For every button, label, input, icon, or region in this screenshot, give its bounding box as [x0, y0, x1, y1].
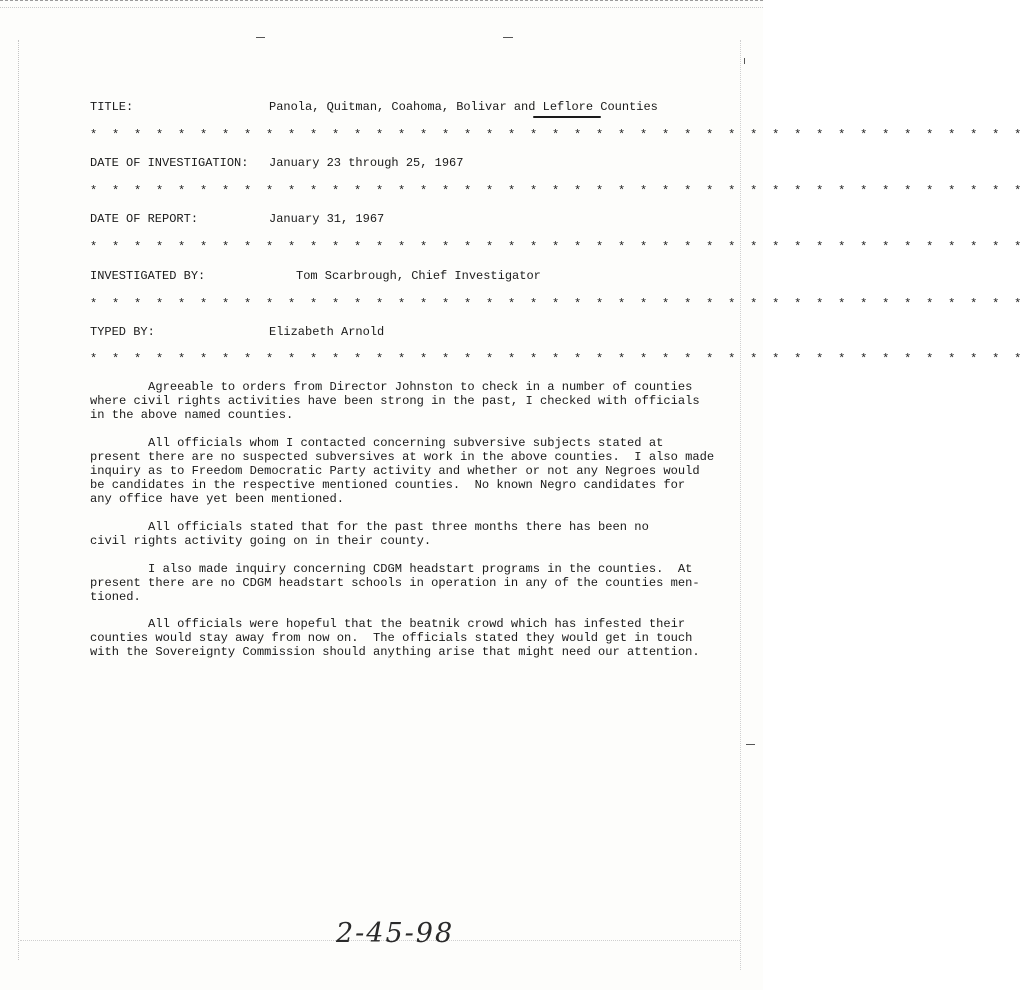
body-paragraph: All officials were hopeful that the beatnik crowd which has infested their counties would stay away from now on. The officials stated they would get in touch with the Sovereignty Commission should anything arise that might need our attention. [90, 617, 700, 659]
scan-speck [746, 744, 755, 745]
body-paragraph: All officials stated that for the past three months there has been no civil rights activity going on in their county. [90, 520, 649, 548]
body-paragraph: Agreeable to orders from Director Johnston to check in a number of counties where civil rights activities have been strong in the past, I checked with officials in the above named counties. [90, 380, 700, 422]
handwritten-underline [533, 116, 601, 118]
separator-line: * * * * * * * * * * * * * * * * * * * * * * * * * * * * * * * * * * * * * * * * * * * [90, 297, 1025, 311]
title-label: TITLE: [90, 100, 134, 114]
scan-left-edge [18, 40, 19, 960]
scan-top-edge [0, 0, 763, 8]
separator-line: * * * * * * * * * * * * * * * * * * * * * * * * * * * * * * * * * * * * * * * * * * * [90, 352, 1025, 366]
separator-line: * * * * * * * * * * * * * * * * * * * * * * * * * * * * * * * * * * * * * * * * * * * [90, 184, 1025, 198]
investigated-by-label: INVESTIGATED BY: [90, 269, 206, 283]
scan-speck [256, 37, 265, 38]
separator-line: * * * * * * * * * * * * * * * * * * * * * * * * * * * * * * * * * * * * * * * * * * * [90, 128, 1025, 142]
date-of-investigation-label: DATE OF INVESTIGATION: [90, 156, 249, 170]
scan-speck [744, 58, 745, 64]
handwritten-file-number: 2-45-98 [336, 918, 455, 949]
body-paragraph: All officials whom I contacted concerning subversive subjects stated at present there are no suspected subversives at work in the above counties. I also made inquiry as to Freedom Democratic Party activity and whether or not any Negroes would be candidates in the respective mentioned counties. No known Negro candidates for any office have yet been mentioned. [90, 436, 715, 506]
scan-right-edge [740, 40, 741, 970]
scan-speck [503, 37, 513, 38]
date-of-report-value: January 31, 1967 [269, 212, 385, 226]
typed-by-value: Elizabeth Arnold [269, 325, 385, 339]
investigated-by-value: Tom Scarbrough, Chief Investigator [296, 269, 541, 283]
date-of-investigation-value: January 23 through 25, 1967 [269, 156, 464, 170]
separator-line: * * * * * * * * * * * * * * * * * * * * * * * * * * * * * * * * * * * * * * * * * * * [90, 240, 1025, 254]
typed-by-label: TYPED BY: [90, 325, 155, 339]
date-of-report-label: DATE OF REPORT: [90, 212, 199, 226]
body-paragraph: I also made inquiry concerning CDGM headstart programs in the counties. At present there are no CDGM headstart schools in operation in any of the counties men- tioned. [90, 562, 700, 604]
title-value: Panola, Quitman, Coahoma, Bolivar and Leflore Counties [269, 100, 658, 114]
